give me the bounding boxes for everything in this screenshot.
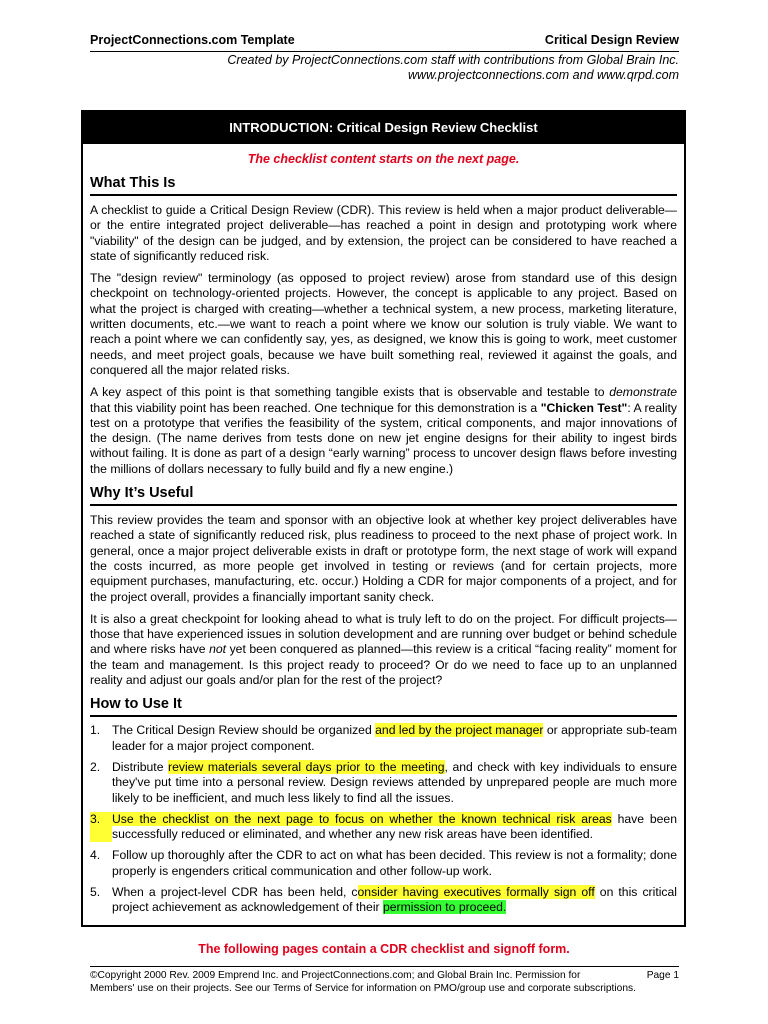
copyright-line-2: Members' use on their projects. See our Terms of Service for information on PMO/group use and corporate subscriptions. (90, 983, 636, 994)
credit-line: Created by ProjectConnections.com staff with contributions from Global Brain Inc. (227, 53, 679, 67)
highlight: onsider having executives formally sign off (357, 884, 595, 899)
list-item: 4. Follow up thoroughly after the CDR to act on what has been decided. This review is not a formality; done properly is engenders critical communication and other follow-up work. (90, 848, 677, 878)
highlight: Use the checklist on the next page to focus on whether the known technical risk areas (112, 811, 612, 826)
list-item: 3. Use the checklist on the next page to focus on whether the known technical risk areas have been successfully reduced or eliminated, and whether any new risk areas have been identified. (90, 811, 677, 842)
checklist-start-note: The checklist content starts on the next page. (247, 152, 520, 166)
highlight: review materials several days prior to the meeting (168, 759, 445, 774)
header-document-title: Critical Design Review (544, 33, 679, 47)
header-template-name: ProjectConnections.com Template (90, 33, 295, 47)
list-item: 5. When a project-level CDR has been held, consider having executives formally sign off on this critical project achievement as acknowledgement of their permission to proceed. (90, 884, 677, 915)
why-paragraph-1: This review provides the team and sponsor with an objective look at whether key project deliverables have reached a state of significantly reduced risk, plus readiness to proceed to the next phase of project work. In general, once a major project deliverable exists in draft or prototype form, the next stage of work will expand the costs incurred, as more people get involved in testing or reviews (and for certain projects, more equipment purchases, manufacturing, etc. occur.) Holding a CDR for major components of a project, and for the project overall, provides a financially important sanity check. (90, 513, 677, 604)
list-item: 1. The Critical Design Review should be organized and led by the project manager or appropriate sub-team leader for a major project component. (90, 723, 677, 753)
list-item: 2. Distribute review materials several days prior to the meeting, and check with key individuals to ensure they've put time into a personal review. Design reviews attended by unprepared people are much more likely to be inefficient, and much less likely to find all the issues. (90, 759, 677, 805)
page-footer (90, 969, 679, 995)
highlight: and led by the project manager (375, 723, 544, 738)
following-pages-note: The following pages contain a CDR checklist and signoff form. (198, 942, 570, 956)
footer-divider (90, 966, 679, 967)
what-paragraph-2: The "design review" terminology (as opposed to project review) arose from standard use of this design checkpoint on technology-oriented projects. However, the concept is applicable to any project. Based on what the project is charged with creating—whether a technical system, a new process, marketing literature, written documents, etc.—we want to reach a point where we know our solution is truly viable. We want to reach a point where we can confidently say, yes, as designed, we know this is going to work, meet customer needs, and meet project goals, because we have built something real, reviewed it against the goals, and conquered all the major related risks. (90, 271, 677, 377)
highlight-green: permission to proceed. (382, 900, 507, 915)
header-divider (90, 51, 679, 52)
box-title: INTRODUCTION: Critical Design Review Checklist (83, 112, 684, 144)
why-paragraph-2: It is also a great checkpoint for looking ahead to what is truly left to do on the project. For difficult projects—those that have experienced issues in solution development and are running over budget or behind schedule and where risks have not yet been conquered as planned—this review is a critical “facing reality” moment for the team and management. Is this project ready to proceed? Or do we need to face up to an unplanned reality and adjust our goals and/or plan for the rest of the project? (90, 611, 677, 688)
what-paragraph-3: A key aspect of this point is that something tangible exists that is observable and testable to demonstrate that this viability point has been reached. One technique for this demonstration is a "Chicken Test": A reality test on a prototype that verifies the feasibility of the system, critical components, and major innovations of the design. (The name derives from tests done on new jet engine designs for their ability to ingest birds without failing. It is done as part of a design “early warning” process to uncover design flaws before investing the millions of dollars necessary to fully build and fly a new engine.) (90, 385, 677, 476)
page-header (90, 33, 679, 47)
section-heading-how: How to Use It (90, 695, 677, 717)
section-heading-what: What This Is (90, 174, 677, 196)
how-to-list (90, 723, 677, 915)
what-paragraph-1: A checklist to guide a Critical Design Review (CDR). This review is held when a major product deliverable—or the entire integrated project deliverable—has reached a point in design and prototyping work where "viability" of the design can be judged, and by extension, the project can be considered to have reached a state of significantly reduced risk. (90, 203, 677, 263)
credit-urls: www.projectconnections.com and www.qrpd.com (408, 68, 679, 82)
copyright-line-1: ©Copyright 2000 Rev. 2009 Emprend Inc. and ProjectConnections.com; and Global Brain Inc. Permission for (90, 970, 581, 981)
section-heading-why: Why It’s Useful (90, 484, 677, 506)
introduction-box (81, 110, 686, 927)
header-credits (227, 53, 679, 83)
page-number: Page 1 (646, 970, 679, 981)
